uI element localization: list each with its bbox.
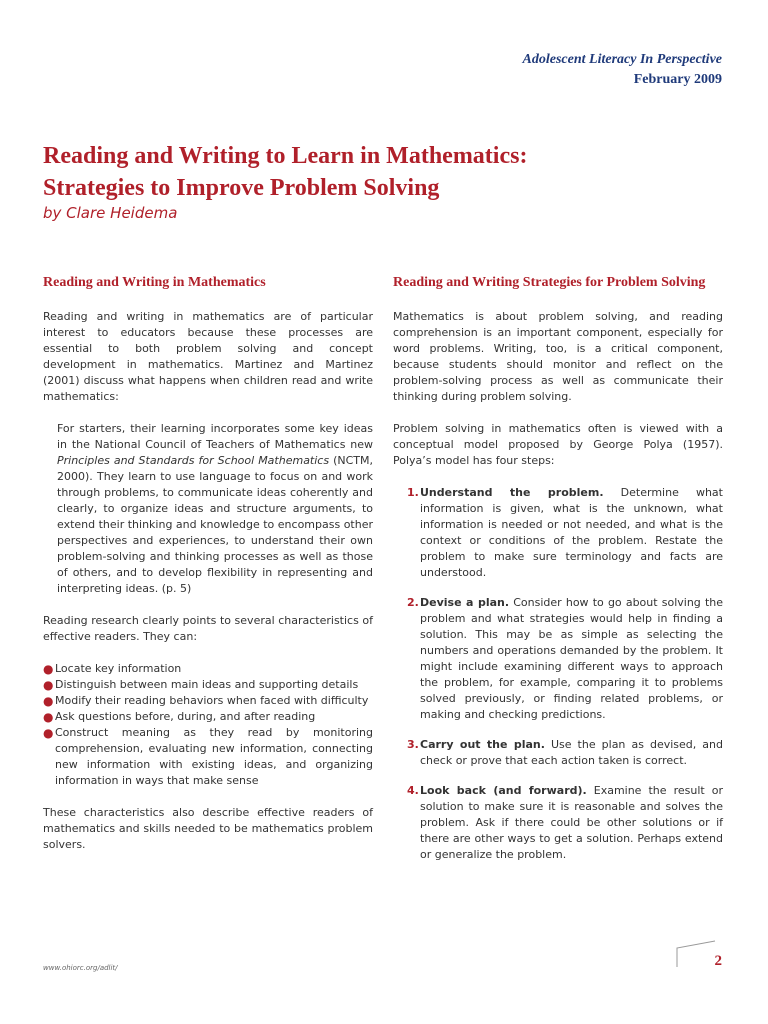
header-date: February 2009 [633,72,722,87]
list-item: ● Ask questions before, during, and after reading [43,710,316,724]
bullet-icon: ● [43,662,54,676]
list-item: ● Distinguish between main ideas and supporting details [43,678,359,692]
right-paragraph-1: Mathematics is about problem solving, and reading comprehension is an important component, especially for word problems. Writing, too, is a critical component, because students should monitor and reflect on the problem-solving process as well as communicate their thinking during problem solving. [393,310,723,403]
quote-italic-title: Principles and Standards for School Mathematics [57,454,330,467]
list-item: ● Construct meaning as they read by monitoring comprehension, evaluating new information, connecting new information with existing ideas, and organizing information in ways that make sense [43,726,373,787]
polya-steps-list [393,485,723,863]
left-paragraph-2: Reading research clearly points to several characteristics of effective readers. They can: [43,614,373,643]
step-number: 3. [407,738,419,751]
right-paragraph-2: Problem solving in mathematics often is viewed with a conceptual model proposed by George Polya (1957). Polya’s model has four steps: [393,422,723,467]
step-title: Carry out the plan. [420,738,545,751]
step-text: Consider how to go about solving the problem and what strategies would help in finding a solution. This may be as simple as selecting the numbers and operations demanded by the problem. It might include examining different ways to approach the problem, for example, comparing it to problems solved previously, or finding related problems, or making and checking predictions. [420,596,724,721]
step-title: Understand the problem. [420,486,604,499]
list-item: ● Modify their reading behaviors when faced with difficulty [43,694,369,708]
right-heading: Reading and Writing Strategies for Problem Solving [393,275,706,290]
bullet-icon: ● [43,726,54,740]
step-title: Devise a plan. [420,596,510,609]
step-number: 4. [407,784,419,797]
left-paragraph-3: These characteristics also describe effective readers of mathematics and skills needed to be mathematics problem solvers. [43,806,373,851]
footer-url-link[interactable]: www.ohiorc.org/adlit/ [43,964,118,972]
bullet-icon: ● [43,694,54,708]
title-line-1: Reading and Writing to Learn in Mathematics: [43,143,528,169]
right-column [393,275,723,877]
step-number: 2. [407,596,419,609]
reader-characteristics-list [43,661,373,789]
step-title: Look back (and forward). [420,784,587,797]
bullet-icon: ● [43,678,54,692]
list-item [393,783,723,863]
byline: by Clare Heidema [43,204,178,222]
article-title [43,140,743,204]
left-paragraph-1: Reading and writing in mathematics are of particular interest to educators because these processes are essential to both problem solving and concept development in mathematics. Martinez and Martinez (2001) discuss what happens when children read and write mathematics: [43,310,373,403]
bullet-icon: ● [43,710,54,724]
corner-ornament-icon [676,940,716,968]
step-text: Use the plan as devised, and check or prove that each action taken is correct. [420,738,723,767]
quote-text-a: For starters, their learning incorporates some key ideas in the National Council of Teachers of Mathematics new [57,422,373,451]
page-number: 2 [714,953,722,969]
list-item [393,595,723,723]
title-line-2: Strategies to Improve Problem Solving [43,175,440,201]
left-heading: Reading and Writing in Mathematics [43,275,266,290]
header-series: Adolescent Literacy In Perspective [522,52,722,67]
block-quote [57,421,373,597]
left-column [43,275,373,869]
step-text: Examine the result or solution to make sure it is reasonable and solves the problem. Ask if there could be other solutions or if there are other ways to get a solution. Perhaps extend or generalize the problem. [420,784,723,861]
step-number: 1. [407,486,419,499]
list-item: ● Locate key information [43,662,182,676]
list-item [393,485,723,581]
quote-text-b: (NCTM, 2000). They learn to use language to focus on and work through problems, to communicate ideas coherently and clearly, to organize ideas and structure arguments, to extend their thinking and knowledge to encompass other perspectives and experiences, to understand their own problem-solving and thinking processes as well as those of others, and to develop flexibility in representing and interpreting ideas. (p. 5) [57,454,374,595]
list-item [393,737,723,769]
step-text: Determine what information is given, what is the unknown, what information is needed or not needed, and what is the context or conditions of the problem. Restate the problem to make sure terminology and facts are understood. [420,486,723,579]
